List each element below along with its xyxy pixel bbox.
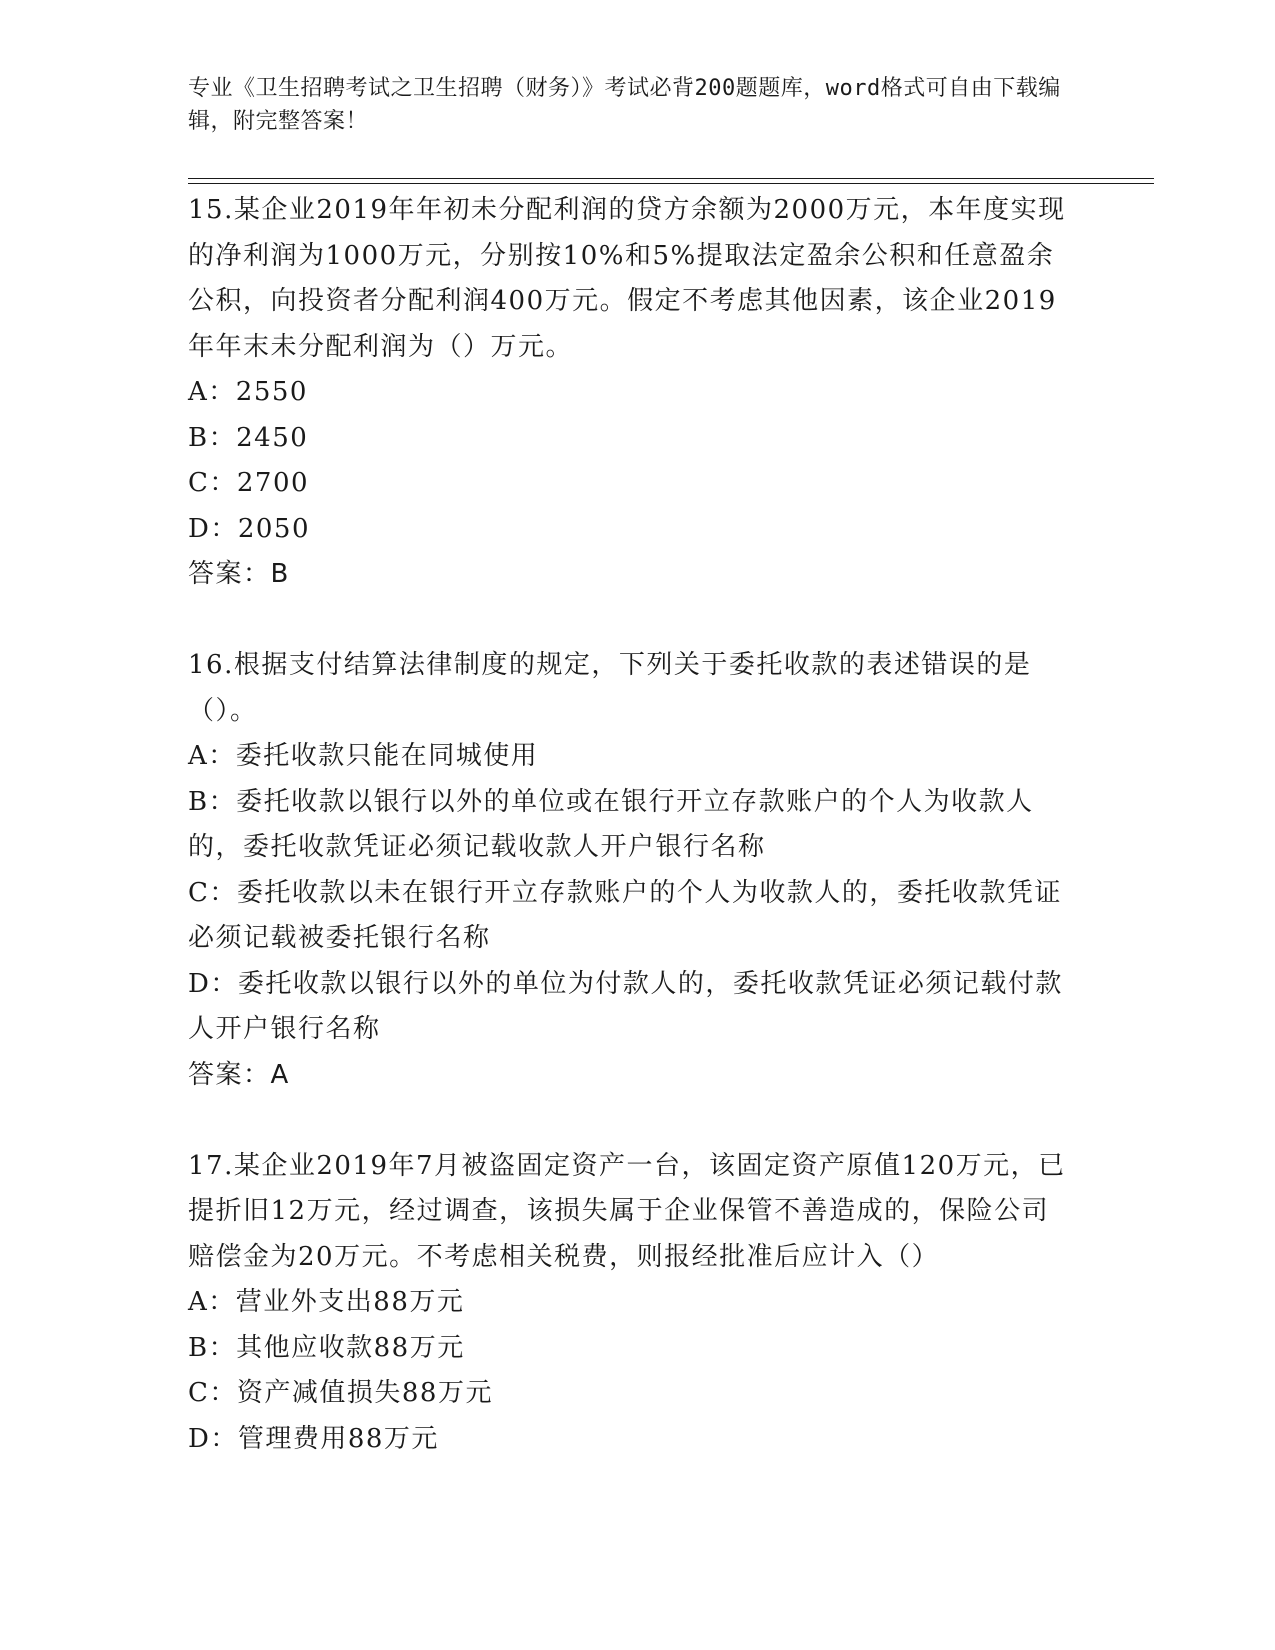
question-16 xyxy=(188,643,1068,1098)
option-b: B：其他应收款88万元 xyxy=(188,1332,465,1363)
question-spacer xyxy=(188,1098,1068,1144)
question-stem: 15.某企业2019年年初未分配利润的贷方余额为2000万元，本年度实现的净利润为1000万元，分别按10%和5%提取法定盈余公积和任意盈余公积，向投资者分配利润400万元。假定不考虑其他因素，该企业2019年年末未分配利润为（）万元。 xyxy=(188,195,1066,362)
option-list xyxy=(188,370,1068,552)
option-list xyxy=(188,734,1068,1053)
option-c: C：资产减值损失88万元 xyxy=(188,1378,493,1408)
answer-line: 答案：B xyxy=(188,559,290,589)
option-a: A：2550 xyxy=(188,377,308,407)
question-15 xyxy=(188,188,1068,598)
header-rule-bottom xyxy=(188,183,1154,184)
question-spacer xyxy=(188,598,1068,644)
question-stem: 16.根据支付结算法律制度的规定，下列关于委托收款的表述错误的是（）。 xyxy=(188,650,1032,726)
option-d: D：2050 xyxy=(188,513,311,544)
option-d: D：委托收款以银行以外的单位为付款人的，委托收款凭证必须记载付款人开户银行名称 xyxy=(188,968,1063,1044)
option-b: B：委托收款以银行以外的单位或在银行开立存款账户的个人为收款人的，委托收款凭证必须记载收款人开户银行名称 xyxy=(188,786,1034,862)
document-header: 专业《卫生招聘考试之卫生招聘（财务）》考试必背200题题库，word格式可自由下载编辑，附完整答案！ xyxy=(188,76,1061,134)
option-d: D：管理费用88万元 xyxy=(188,1423,439,1454)
option-a: A：营业外支出88万元 xyxy=(188,1287,465,1317)
answer-line: 答案：A xyxy=(188,1059,290,1090)
option-c: C：2700 xyxy=(188,468,310,498)
header-rule-top xyxy=(188,178,1154,179)
option-a: A：委托收款只能在同城使用 xyxy=(188,741,539,771)
question-stem: 17.某企业2019年7月被盗固定资产一台，该固定资产原值120万元，已提折旧12万元，经过调查，该损失属于企业保管不善造成的，保险公司赔偿金为20万元。不考虑相关税费，则报经批准后应计入（） xyxy=(188,1150,1066,1272)
question-list xyxy=(188,188,1068,1462)
option-c: C：委托收款以未在银行开立存款账户的个人为收款人的，委托收款凭证必须记载被委托银行名称 xyxy=(188,877,1062,953)
option-b: B：2450 xyxy=(188,422,309,453)
question-17 xyxy=(188,1144,1068,1463)
option-list xyxy=(188,1280,1068,1462)
